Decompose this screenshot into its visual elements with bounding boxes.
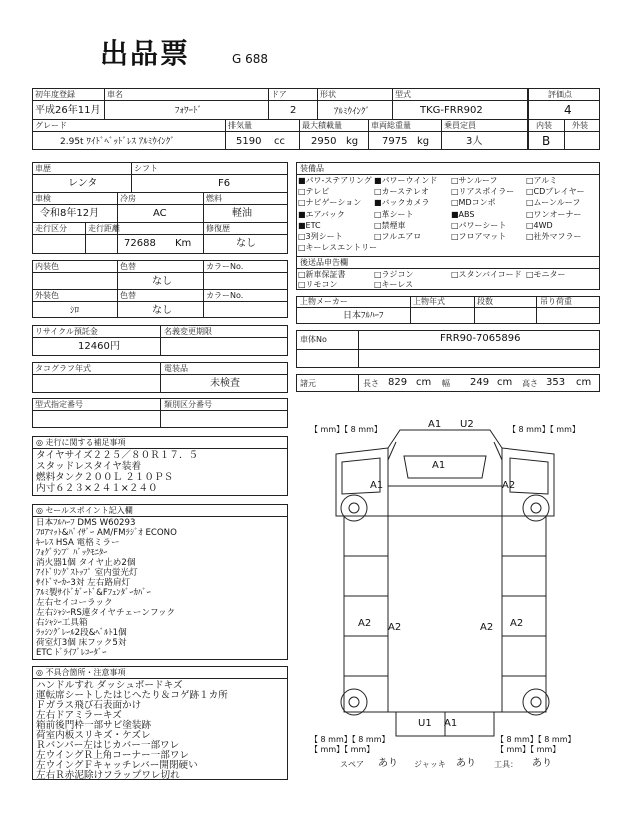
inspection-value: 令和8年12月 xyxy=(40,208,100,219)
door-label: ドア xyxy=(271,90,287,99)
int-pattern-label: 色替 xyxy=(120,262,136,271)
height-value: 353 xyxy=(546,377,566,388)
after-item: □キーレス xyxy=(374,280,414,289)
dims-label: 諸元 xyxy=(300,379,316,388)
first-reg-value: 平成26年11月 xyxy=(35,105,101,116)
maker-value: 日本ﾌﾙﾊｰﾌ xyxy=(343,311,384,321)
recycle-unit: 円 xyxy=(110,341,120,352)
capacity-value: 3人 xyxy=(466,136,483,147)
sales-line: ｷｰﾚｽ HSA 電格ミラー xyxy=(36,538,120,548)
model-value: TKG-FRR902 xyxy=(420,105,483,116)
sales-line: ﾌﾛｱﾏｯﾄ&ﾊﾞｲｻﾞｰ AM/FMﾗｼﾞｵ ECONO xyxy=(36,528,177,538)
mark-a2-right: A2 xyxy=(502,480,516,491)
sales-line: ﾗｯｼﾝｸﾞﾚｰﾙ2段&ﾍﾞﾙﾄ1個 xyxy=(36,628,127,638)
score-value: 4 xyxy=(564,103,572,117)
recycle-value: 12460 xyxy=(78,341,110,352)
jack-label: ジャッキ xyxy=(414,760,446,769)
detector-label: 電装品 xyxy=(164,364,188,373)
ext-color-value: ｼﾛ xyxy=(70,306,80,316)
equipment-item: □革シート xyxy=(374,209,414,219)
shift-value: F6 xyxy=(218,178,231,189)
inspection-label: 車検 xyxy=(35,194,51,203)
lot-number: G 688 xyxy=(232,52,269,66)
page-title: 出品票 xyxy=(100,37,191,70)
tire-rear-left: 【 8 mm】【 8 mm】 xyxy=(310,735,390,744)
equipment-item: □4WD xyxy=(526,220,553,230)
detector-value: 未検査 xyxy=(210,378,240,389)
defect-line: 箱前後門枠一部サビ塗装跡 xyxy=(36,720,152,731)
int-colorno-label: カラーNo. xyxy=(206,262,244,271)
equipment-item: □ナビゲーション xyxy=(298,198,362,208)
ac-value: AC xyxy=(153,208,167,219)
history-label: 車歴 xyxy=(35,164,51,173)
mileage-value: 72688 xyxy=(124,238,156,249)
ac-label: 冷房 xyxy=(120,194,136,203)
supplement-line: スタッドレスタイヤ装着 xyxy=(36,461,142,472)
shape-value: ｱﾙﾐｳｲﾝｸﾞ xyxy=(334,107,371,117)
recycle-label: リサイクル預託金 xyxy=(35,327,98,336)
weight-label: 車両総重量 xyxy=(371,121,411,130)
equipment-item: □社外マフラー xyxy=(526,232,582,241)
class-no-label: 類別区分番号 xyxy=(164,400,212,409)
ext-pattern-value: なし xyxy=(152,305,172,316)
equipment-item: □ムーンルーフ xyxy=(526,198,581,208)
ext-pattern-label: 色替 xyxy=(120,291,136,300)
door-value: 2 xyxy=(290,105,297,116)
equipment-title: 装備品 xyxy=(300,164,324,173)
shift-label: シフト xyxy=(134,164,158,173)
equipment-item: □フロアマット xyxy=(451,232,507,241)
weight-value: 7975 xyxy=(382,136,408,147)
defect-line: 荷室内板スリキズ・ケズレ xyxy=(36,730,151,741)
length-unit: cm xyxy=(416,377,432,388)
displacement-label: 排気量 xyxy=(228,121,252,130)
defect-line: Ｒバンパー左はじカバー一部ワレ xyxy=(36,740,180,751)
ext-colorno-label: カラーNo. xyxy=(206,291,244,300)
equipment-item: □キーレスエントリー xyxy=(298,243,378,253)
length-value: 829 xyxy=(388,377,408,388)
defect-line: 左右Ｒ赤泥除けフラップワレ切れ xyxy=(36,770,180,781)
sales-line: ﾌｫｸﾞﾗﾝﾌﾟ ﾊﾞｯｸﾓﾆﾀｰ xyxy=(36,548,108,558)
jack-value: あり xyxy=(456,758,476,769)
equipment-item: ■エアバック xyxy=(298,209,345,219)
load-unit: kg xyxy=(346,136,359,147)
sales-line: ｱﾙﾐ製ｻｲﾄﾞｶﾞｰﾄﾞ&Fﾌｪﾝﾀﾞｰｶﾊﾞｰ xyxy=(36,588,151,598)
load-value: 2950 xyxy=(311,136,337,147)
defect-line: 左右ドアミラーキズ xyxy=(36,710,122,721)
supplement-line: タイヤサイズ２２５／８０Ｒ１７．５ xyxy=(36,450,199,461)
equipment-item: □MDコンポ xyxy=(451,198,496,208)
fuel-value: 軽油 xyxy=(232,208,252,219)
sales-line: ｱｲﾄﾞﾘﾝｸﾞｽﾄｯﾌﾟ 室内蛍光灯 xyxy=(36,568,138,578)
supplement-line: 内寸６２３×２４１×２４０ xyxy=(36,483,158,494)
chassis-value: FRR90-7065896 xyxy=(440,333,521,344)
height-label: 高さ xyxy=(522,379,538,388)
equipment-item: ■パワーウインド xyxy=(374,176,438,185)
after-items-title: 後送品申告欄 xyxy=(300,258,348,267)
model-no-label: 型式指定番号 xyxy=(35,400,83,409)
repair-label: 修復歴 xyxy=(206,224,230,233)
height-unit: cm xyxy=(576,377,592,388)
equipment-item: □パワーシート xyxy=(451,220,507,230)
tire-front-left: 【 mm】【 8 mm】 xyxy=(310,425,382,434)
equipment-item: □サンルーフ xyxy=(451,176,498,185)
mark-u2-top: U2 xyxy=(460,419,474,430)
mark-a1-roof: A1 xyxy=(432,460,446,471)
defect-line: 運転席シートしたはじへたり＆コゲ跡１カ所 xyxy=(36,690,228,701)
mark-a2-l2: A2 xyxy=(388,622,402,633)
mark-a2-r1: A2 xyxy=(480,622,494,633)
capacity-label: 乗員定員 xyxy=(444,121,476,130)
sales-line: 消火器1個 タイヤ止め2個 xyxy=(36,558,136,568)
mark-u1: U1 xyxy=(418,718,432,729)
displacement-unit: cc xyxy=(274,136,285,147)
defect-line: Ｆガラス飛び石表面かけ xyxy=(36,700,142,711)
after-item: □ラジコン xyxy=(374,270,414,279)
after-item: □モニター xyxy=(526,270,566,279)
spare-value: あり xyxy=(378,758,398,769)
mark-a2-r2: A2 xyxy=(510,618,524,629)
defect-line: 左ウイングＲ上角コーナー一部ワレ xyxy=(36,750,190,761)
model-label: 型式 xyxy=(395,90,411,99)
truck-diagram xyxy=(292,416,600,746)
name-value: ﾌｫﾜｰﾄﾞ xyxy=(175,106,203,116)
sales-title: ◎ セールスポイント記入欄 xyxy=(36,506,133,515)
exterior-label: 外装 xyxy=(572,121,588,130)
sales-line: 左右セイコーラック xyxy=(36,598,113,608)
equipment-item: □カーステレオ xyxy=(374,187,429,197)
tool-label: 工具： xyxy=(494,760,518,769)
score-label: 評価点 xyxy=(548,90,572,99)
equipment-item: □3列シート xyxy=(298,232,343,241)
supplement-title: ◎ 走行に関する補足事項 xyxy=(36,438,126,447)
sales-line: 右ｼｬｼｰ工具箱 xyxy=(36,618,88,628)
after-item: □スタンバイコード xyxy=(451,270,522,279)
equipment-item: □禁煙車 xyxy=(374,220,406,230)
equipment-item: □フルエアロ xyxy=(374,232,422,241)
sales-line: ｻｲﾄﾞﾏｰｶｰ3対 左右路肩灯 xyxy=(36,578,131,588)
displacement-value: 5190 xyxy=(236,136,262,147)
mileage-label: 走行距離 xyxy=(88,224,120,233)
fuel-label: 燃料 xyxy=(206,194,222,203)
mileage-unit: Km xyxy=(175,238,192,249)
tire-front-right: 【 8 mm】【 mm】 xyxy=(508,425,580,434)
int-color-label: 内装色 xyxy=(35,262,59,271)
ext-color-label: 外装色 xyxy=(35,291,59,300)
sales-line: ETC ﾄﾞﾗｲﾌﾞﾚｺｰﾀﾞｰ xyxy=(36,648,107,658)
grade-value: 2.95t ﾜｲﾄﾞﾍﾞｯﾄﾞﾚｽ ｱﾙﾐｳｲﾝｸﾞ xyxy=(60,137,175,147)
grade-label: グレード xyxy=(35,121,67,130)
equipment-item: □アルミ xyxy=(526,176,558,185)
supplement-line: 燃料タンク２００Ｌ ２１０ＰＳ xyxy=(36,472,174,483)
equipment-item: □ワンオーナー xyxy=(526,209,582,219)
after-item: □新車保証書 xyxy=(298,270,346,279)
equipment-item: □テレビ xyxy=(298,187,330,197)
chassis-label: 車体No xyxy=(300,335,327,344)
interior-value: B xyxy=(542,134,551,148)
tire-rear-right: 【 8 mm】【 8 mm】 xyxy=(496,735,576,744)
int-pattern-value: なし xyxy=(152,276,172,287)
equipment-item: ■ABS xyxy=(451,209,475,219)
first-reg-label: 初年度登録 xyxy=(35,90,75,99)
step-label: 段数 xyxy=(477,297,493,306)
mark-a1-top: A1 xyxy=(428,419,442,430)
name-change-label: 名義変更期限 xyxy=(164,327,212,336)
length-label: 長さ xyxy=(363,379,379,388)
sales-line: 左右ｼｬｼｰRS連タイヤチェーンフック xyxy=(36,608,176,618)
tool-value: あり xyxy=(532,758,552,769)
defects-title: ◎ 不具合箇所・注意事項 xyxy=(36,668,126,677)
body-year-label: 上物年式 xyxy=(413,297,445,306)
tire-rear-left-2: 【 mm】【 mm】 xyxy=(310,745,375,754)
sales-line: 荷室灯3個 床フック5対 xyxy=(36,638,127,648)
maker-label: 上物メーカー xyxy=(300,297,348,306)
mark-a1-left: A1 xyxy=(370,480,384,491)
width-unit: cm xyxy=(497,377,513,388)
defect-line: ハンドルすれ ダッシュボードキズ xyxy=(36,680,183,691)
interior-label: 内装 xyxy=(536,121,552,130)
shape-label: 形状 xyxy=(320,90,336,99)
spare-label: スペア xyxy=(340,760,364,769)
mark-a1-bottom: A1 xyxy=(444,718,458,729)
equipment-item: ■ETC xyxy=(298,220,321,230)
equipment-item: ■バックカメラ xyxy=(374,198,430,208)
width-label: 幅 xyxy=(442,379,450,388)
load-label: 最大積載量 xyxy=(302,121,342,130)
equipment-item: □リアスポイラー xyxy=(451,187,515,197)
sales-line: 日本ﾌﾙﾊｰﾌ DMS W60293 xyxy=(36,518,136,528)
defect-line: 左ウイングＦキャッチレバー開閉硬い xyxy=(36,760,198,771)
after-item: □リモコン xyxy=(298,280,338,289)
repair-value: なし xyxy=(236,238,256,249)
tire-rear-right-2: 【 mm】【 mm】 xyxy=(496,745,561,754)
mileage-cat-label: 走行区分 xyxy=(35,224,67,233)
tacho-label: タコグラフ年式 xyxy=(35,364,91,373)
name-label: 車名 xyxy=(107,90,123,99)
mark-a2-l1: A2 xyxy=(358,618,372,629)
crane-label: 吊り荷重 xyxy=(540,297,572,306)
history-value: レンタ xyxy=(68,178,98,189)
weight-unit: kg xyxy=(417,136,430,147)
equipment-item: □CDプレイヤー xyxy=(526,187,585,197)
equipment-item: ■パワ-ステアリング xyxy=(298,176,372,185)
width-value: 249 xyxy=(470,377,490,388)
